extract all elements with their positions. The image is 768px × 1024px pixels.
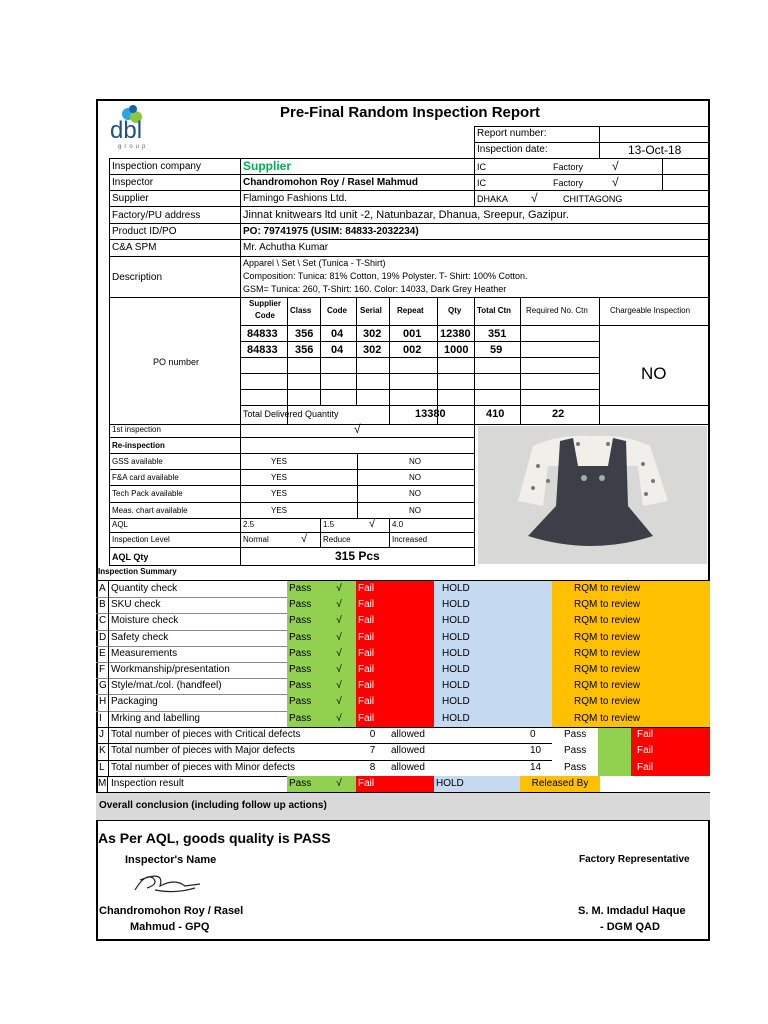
summary-rqm: RQM to review: [552, 630, 664, 646]
defect-fail-box: [664, 760, 710, 776]
gss-label: GSS available: [112, 457, 163, 466]
defect-fail: Fail: [631, 743, 664, 759]
defect-label: Total number of pieces with Major defects: [111, 745, 295, 757]
tech-pack-label: Tech Pack available: [112, 489, 183, 498]
summary-check-label: Quantity check: [111, 583, 178, 594]
inspection-company-value: Supplier: [243, 159, 292, 173]
result-letter: M: [96, 776, 108, 792]
summary-letter: E: [96, 646, 109, 662]
summary-color-box: [664, 630, 710, 646]
summary-rqm: RQM to review: [552, 597, 664, 613]
inspection-company-label: Inspection company: [112, 161, 201, 172]
summary-check-label: Measurements: [111, 647, 178, 659]
aql-check: √: [369, 518, 376, 530]
result-pass-check: √: [322, 776, 356, 792]
summary-pass: Pass: [287, 630, 322, 646]
summary-color-box: [389, 694, 434, 710]
released-by-value: [600, 776, 710, 792]
row1-class: 356: [295, 328, 314, 340]
total-delivered-label: Total Delivered Quantity: [243, 409, 339, 419]
summary-letter: B: [96, 597, 109, 613]
defect-label: Total number of pieces with Minor defects: [111, 761, 295, 773]
supplier-value: Flamingo Fashions Ltd.: [243, 193, 347, 204]
factory-label-1: Factory: [553, 162, 584, 172]
summary-color-box: [664, 678, 710, 694]
defect-found: 8: [369, 761, 376, 773]
summary-fail: Fail: [356, 694, 389, 710]
summary-check-label: SKU check: [111, 599, 161, 611]
defect-letter: L: [96, 760, 109, 776]
dhaka-label: DHAKA: [477, 194, 509, 204]
summary-color-box: [476, 630, 552, 646]
supplier-label: Supplier: [112, 193, 149, 204]
defect-pass-box: [598, 727, 631, 743]
summary-color-box: [389, 678, 434, 694]
inspector-name-line-2: Mahmud - GPQ: [130, 921, 210, 933]
row1-code: 04: [331, 328, 344, 340]
summary-fail: Fail: [356, 597, 389, 613]
aql-qty-label: AQL Qty: [112, 552, 149, 562]
summary-letter: C: [96, 613, 109, 629]
logo-text: dbl: [110, 118, 143, 144]
meas-chart-yes: YES: [271, 506, 288, 515]
summary-color-box: [389, 646, 434, 662]
product-photo: [478, 426, 707, 564]
description-label: Description: [112, 272, 163, 283]
summary-rqm: RQM to review: [552, 694, 664, 710]
header-qty: Qty: [448, 306, 462, 315]
summary-color-box: [664, 613, 710, 629]
fa-card-label: F&A card available: [112, 473, 179, 482]
summary-rqm: RQM to review: [552, 581, 664, 597]
first-inspection-label: 1st inspection: [112, 425, 161, 434]
fa-card-yes: YES: [271, 473, 288, 482]
summary-color-box: [664, 711, 710, 727]
summary-pass: Pass: [287, 613, 322, 629]
released-by: Released By: [520, 776, 600, 792]
level-normal: Normal: [243, 535, 269, 544]
spm-value: Mr. Achutha Kumar: [243, 242, 329, 253]
row2-class: 356: [295, 344, 314, 356]
row2-serial: 302: [363, 344, 382, 356]
summary-color-box: [664, 662, 710, 678]
header-total-ctn: Total Ctn: [477, 306, 512, 315]
summary-color-box: [664, 581, 710, 597]
summary-fail: Fail: [356, 630, 389, 646]
summary-hold: HOLD: [434, 581, 476, 597]
header-code: Code: [327, 306, 347, 315]
factory-rep-name-line-1: S. M. Imdadul Haque: [578, 905, 686, 917]
summary-pass-check: √: [322, 662, 356, 678]
logo-subtext: group: [118, 144, 149, 150]
defect-allowed-value: 10: [530, 745, 542, 757]
level-increased: Increased: [392, 535, 428, 544]
factory-label-2: Factory: [553, 178, 584, 188]
result-pass: Pass: [287, 776, 322, 792]
aql-label: AQL: [112, 520, 129, 529]
description-line-3: GSM= Tunica: 260, T-Shirt: 160. Color: 14033, Dark Grey Heather: [243, 284, 507, 294]
defect-pass-box: [598, 760, 631, 776]
product-id-label: Product ID/PO: [112, 226, 177, 237]
summary-color-box: [389, 662, 434, 678]
summary-check-label: Style/mat./col. (handfeel): [111, 680, 222, 692]
summary-hold: HOLD: [434, 597, 476, 613]
summary-check-label: Moisture check: [111, 615, 179, 627]
defect-fail: Fail: [631, 727, 664, 743]
summary-hold: HOLD: [434, 630, 476, 646]
inspection-summary-title: Inspection Summary: [98, 567, 177, 576]
defect-allowed-label: allowed: [391, 729, 425, 740]
summary-color-box: [389, 613, 434, 629]
row2-code: 04: [331, 344, 344, 356]
tech-pack-yes: YES: [271, 489, 288, 498]
row2-supplier-code: 84833: [247, 344, 278, 356]
gss-yes: YES: [271, 457, 288, 466]
summary-rqm: RQM to review: [552, 711, 664, 727]
first-inspection-check: √: [354, 422, 361, 436]
result-label: Inspection result: [111, 778, 184, 789]
summary-color-box: [389, 581, 434, 597]
summary-hold: HOLD: [434, 678, 476, 694]
header-serial: Serial: [360, 306, 382, 315]
header-supplier-code: Supplier Code: [248, 299, 281, 320]
factory-rep-title: Factory Representative: [579, 854, 690, 865]
summary-rqm: RQM to review: [552, 646, 664, 662]
defect-allowed-value: 0: [530, 729, 536, 740]
summary-hold: HOLD: [434, 694, 476, 710]
spm-label: C&A SPM: [112, 242, 157, 253]
result-hold-box: [476, 776, 520, 792]
defect-label: Total number of pieces with Critical defects: [111, 729, 301, 740]
aql-qty-value: 315 Pcs: [335, 549, 380, 563]
defect-allowed-label: allowed: [391, 761, 425, 773]
inspection-date-label: Inspection date:: [477, 144, 548, 155]
summary-fail: Fail: [356, 613, 389, 629]
summary-rqm: RQM to review: [552, 662, 664, 678]
defect-fail-box: [664, 743, 710, 759]
level-check: √: [301, 533, 308, 545]
defect-fail-box: [664, 727, 710, 743]
summary-color-box: [389, 630, 434, 646]
defect-result: Pass: [552, 727, 598, 743]
fa-card-no: NO: [409, 473, 421, 482]
summary-letter: F: [96, 662, 109, 678]
row1-total-ctn: 351: [488, 328, 507, 340]
summary-check-label: Packaging: [111, 696, 158, 708]
summary-color-box: [476, 711, 552, 727]
summary-fail: Fail: [356, 711, 389, 727]
summary-pass-check: √: [322, 581, 356, 597]
summary-fail: Fail: [356, 646, 389, 662]
summary-check-label: Mrking and labelling: [111, 712, 200, 724]
result-fail: Fail: [356, 776, 389, 792]
inspector-signature: [125, 868, 205, 898]
result-fail-box: [389, 776, 434, 792]
summary-fail: Fail: [356, 581, 389, 597]
tech-pack-no: NO: [409, 489, 421, 498]
dhaka-check: √: [531, 191, 538, 205]
defect-allowed-label: allowed: [391, 745, 425, 757]
aql-value-3: 4.0: [392, 520, 404, 529]
inspector-label: Inspector: [112, 177, 154, 188]
summary-pass-check: √: [322, 597, 356, 613]
summary-color-box: [476, 662, 552, 678]
inspection-level-label: Inspection Level: [112, 535, 170, 544]
inspection-date-value: 13-Oct-18: [628, 143, 682, 157]
defect-found: 0: [369, 729, 376, 740]
row1-serial: 302: [363, 328, 382, 340]
summary-rqm: RQM to review: [552, 613, 664, 629]
header-chargeable: Chargeable Inspection: [610, 306, 691, 315]
row2-repeat: 002: [403, 344, 422, 356]
defect-fail: Fail: [631, 760, 664, 776]
total-ctn: 410: [486, 408, 505, 420]
header-class: Class: [290, 306, 312, 315]
summary-pass-check: √: [322, 678, 356, 694]
summary-pass: Pass: [287, 711, 322, 727]
summary-letter: G: [96, 678, 109, 694]
conclusion-label: Overall conclusion (including follow up actions): [99, 800, 327, 811]
factory-check-1: √: [612, 159, 619, 173]
summary-letter: H: [96, 694, 109, 710]
aql-value-2: 1.5: [323, 520, 335, 529]
summary-pass-check: √: [322, 711, 356, 727]
summary-hold: HOLD: [434, 711, 476, 727]
defect-result: Pass: [552, 760, 598, 776]
summary-pass-check: √: [322, 630, 356, 646]
po-number-label: PO number: [153, 357, 200, 367]
description-line-2: Composition: Tunica: 81% Cotton, 19% Polyster. T- Shirt: 100% Cotton.: [243, 271, 528, 281]
summary-hold: HOLD: [434, 646, 476, 662]
inspector-value: Chandromohon Roy / Rasel Mahmud: [243, 177, 419, 188]
summary-color-box: [664, 646, 710, 662]
row1-repeat: 001: [403, 328, 422, 340]
result-hold: HOLD: [434, 776, 476, 792]
summary-pass: Pass: [287, 678, 322, 694]
summary-pass-check: √: [322, 646, 356, 662]
summary-letter: D: [96, 630, 109, 646]
summary-color-box: [664, 597, 710, 613]
summary-check-label: Workmanship/presentation: [111, 664, 230, 675]
row2-qty: 1000: [444, 344, 469, 356]
summary-check-label: Safety check: [111, 631, 169, 643]
summary-color-box: [476, 613, 552, 629]
summary-hold: HOLD: [434, 662, 476, 678]
defect-letter: J: [96, 727, 109, 743]
summary-pass-check: √: [322, 613, 356, 629]
header-repeat: Repeat: [397, 306, 424, 315]
summary-rqm: RQM to review: [552, 678, 664, 694]
row1-supplier-code: 84833: [247, 328, 278, 340]
defect-allowed-value: 14: [530, 761, 542, 773]
re-inspection-label: Re-inspection: [112, 441, 165, 450]
summary-fail: Fail: [356, 662, 389, 678]
row2-total-ctn: 59: [490, 344, 503, 356]
level-reduce: Reduce: [323, 535, 351, 544]
meas-chart-label: Meas. chart available: [112, 506, 188, 515]
conclusion-text: As Per AQL, goods quality is PASS: [98, 830, 331, 846]
total-qty: 13380: [415, 408, 446, 420]
ic-label-2: IC: [477, 178, 486, 188]
factory-check-2: √: [612, 175, 619, 189]
summary-color-box: [476, 694, 552, 710]
report-number-label: Report number:: [477, 128, 547, 139]
summary-color-box: [476, 646, 552, 662]
aql-value-1: 2.5: [243, 520, 255, 529]
gss-no: NO: [409, 457, 421, 466]
summary-color-box: [389, 711, 434, 727]
summary-color-box: [664, 694, 710, 710]
summary-letter: I: [96, 711, 109, 727]
description-line-1: Apparel \ Set \ Set (Tunica - T-Shirt): [243, 258, 386, 268]
defect-result: Pass: [552, 743, 598, 759]
summary-color-box: [389, 597, 434, 613]
inspector-name-title: Inspector's Name: [125, 854, 217, 866]
summary-pass: Pass: [287, 662, 322, 678]
chittagong-label: CHITTAGONG: [563, 194, 623, 204]
report-title: Pre-Final Random Inspection Report: [280, 104, 541, 121]
summary-color-box: [476, 581, 552, 597]
factory-rep-name-line-2: - DGM QAD: [600, 921, 660, 933]
row1-qty: 12380: [440, 328, 471, 340]
summary-pass: Pass: [287, 581, 322, 597]
factory-address-label: Factory/PU address: [112, 210, 201, 221]
summary-letter: A: [96, 581, 109, 597]
defect-pass-box: [598, 743, 631, 759]
summary-pass: Pass: [287, 694, 322, 710]
header-required-ctn: Required No. Ctn: [526, 306, 588, 315]
summary-fail: Fail: [356, 678, 389, 694]
ic-label-1: IC: [477, 162, 486, 172]
summary-color-box: [476, 678, 552, 694]
summary-hold: HOLD: [434, 613, 476, 629]
chargeable-value: NO: [641, 364, 667, 383]
meas-chart-no: NO: [409, 506, 421, 515]
summary-pass: Pass: [287, 597, 322, 613]
factory-address-value: Jinnat knitwears ltd unit -2, Natunbazar, Dhanua, Sreepur, Gazipur.: [243, 209, 569, 221]
required-ctn: 22: [552, 408, 565, 420]
product-id-value: PO: 79741975 (USIM: 84833-2032234): [243, 226, 419, 237]
summary-pass-check: √: [322, 694, 356, 710]
summary-pass: Pass: [287, 646, 322, 662]
summary-color-box: [476, 597, 552, 613]
defect-found: 7: [369, 745, 376, 757]
defect-letter: K: [96, 743, 109, 759]
inspector-name-line-1: Chandromohon Roy / Rasel: [99, 905, 244, 917]
